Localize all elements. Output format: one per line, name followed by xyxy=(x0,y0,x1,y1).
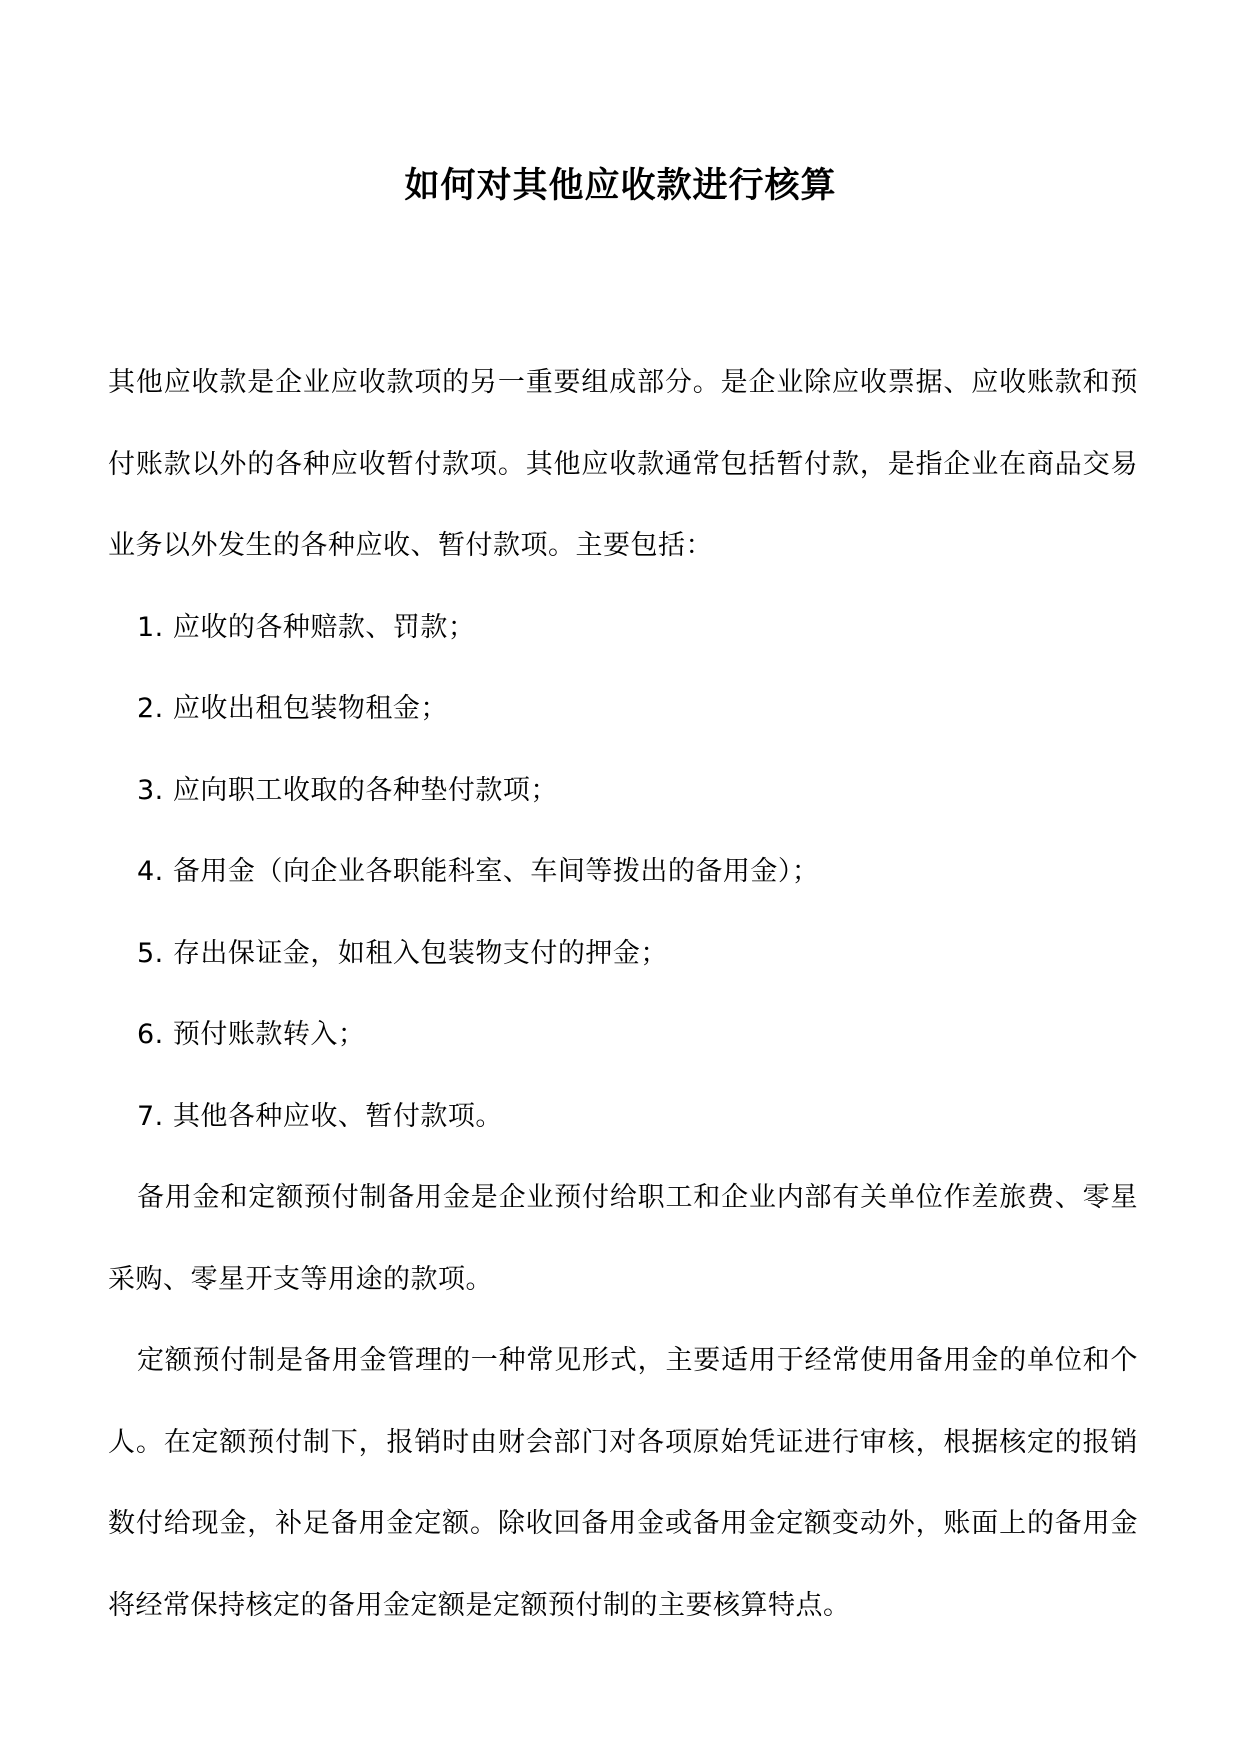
intro-paragraph: 其他应收款是企业应收款项的另一重要组成部分。是企业除应收票据、应收账款和预付账款以外的各种应收暂付款项。其他应收款通常包括暂付款，是指企业在商品交易业务以外发生的各种应收、暂付款项。主要包括： xyxy=(108,367,1138,561)
petty-cash-paragraph: 备用金和定额预付制备用金是企业预付给职工和企业内部有关单位作差旅费、零星采购、零星开支等用途的款项。 xyxy=(108,1182,1138,1295)
imprest-system-paragraph: 定额预付制是备用金管理的一种常见形式，主要适用于经常使用备用金的单位和个人。在定额预付制下，报销时由财会部门对各项原始凭证进行审核，根据核定的报销数付给现金，补足备用金定额。除收回备用金或备用金定额变动外，账面上的备用金将经常保持核定的备用金定额是定额预付制的主要核算特点。 xyxy=(108,1345,1138,1621)
document-title: 如何对其他应收款进行核算 xyxy=(404,165,837,206)
list-item-3: 3. 应向职工收取的各种垫付款项； xyxy=(137,774,558,806)
list-item-2: 2. 应收出租包装物租金； xyxy=(137,693,448,724)
list-item-1: 1. 应收的各种赔款、罚款； xyxy=(137,611,476,643)
list-item-7: 7. 其他各种应收、暂付款项。 xyxy=(137,1100,503,1132)
document-body xyxy=(108,342,1138,1646)
list-item-4: 4. 备用金（向企业各职能科室、车间等拨出的备用金）； xyxy=(137,856,820,887)
list-item-6: 6. 预付账款转入； xyxy=(137,1019,366,1050)
list-item-5: 5. 存出保证金，如租入包装物支付的押金； xyxy=(137,937,668,969)
